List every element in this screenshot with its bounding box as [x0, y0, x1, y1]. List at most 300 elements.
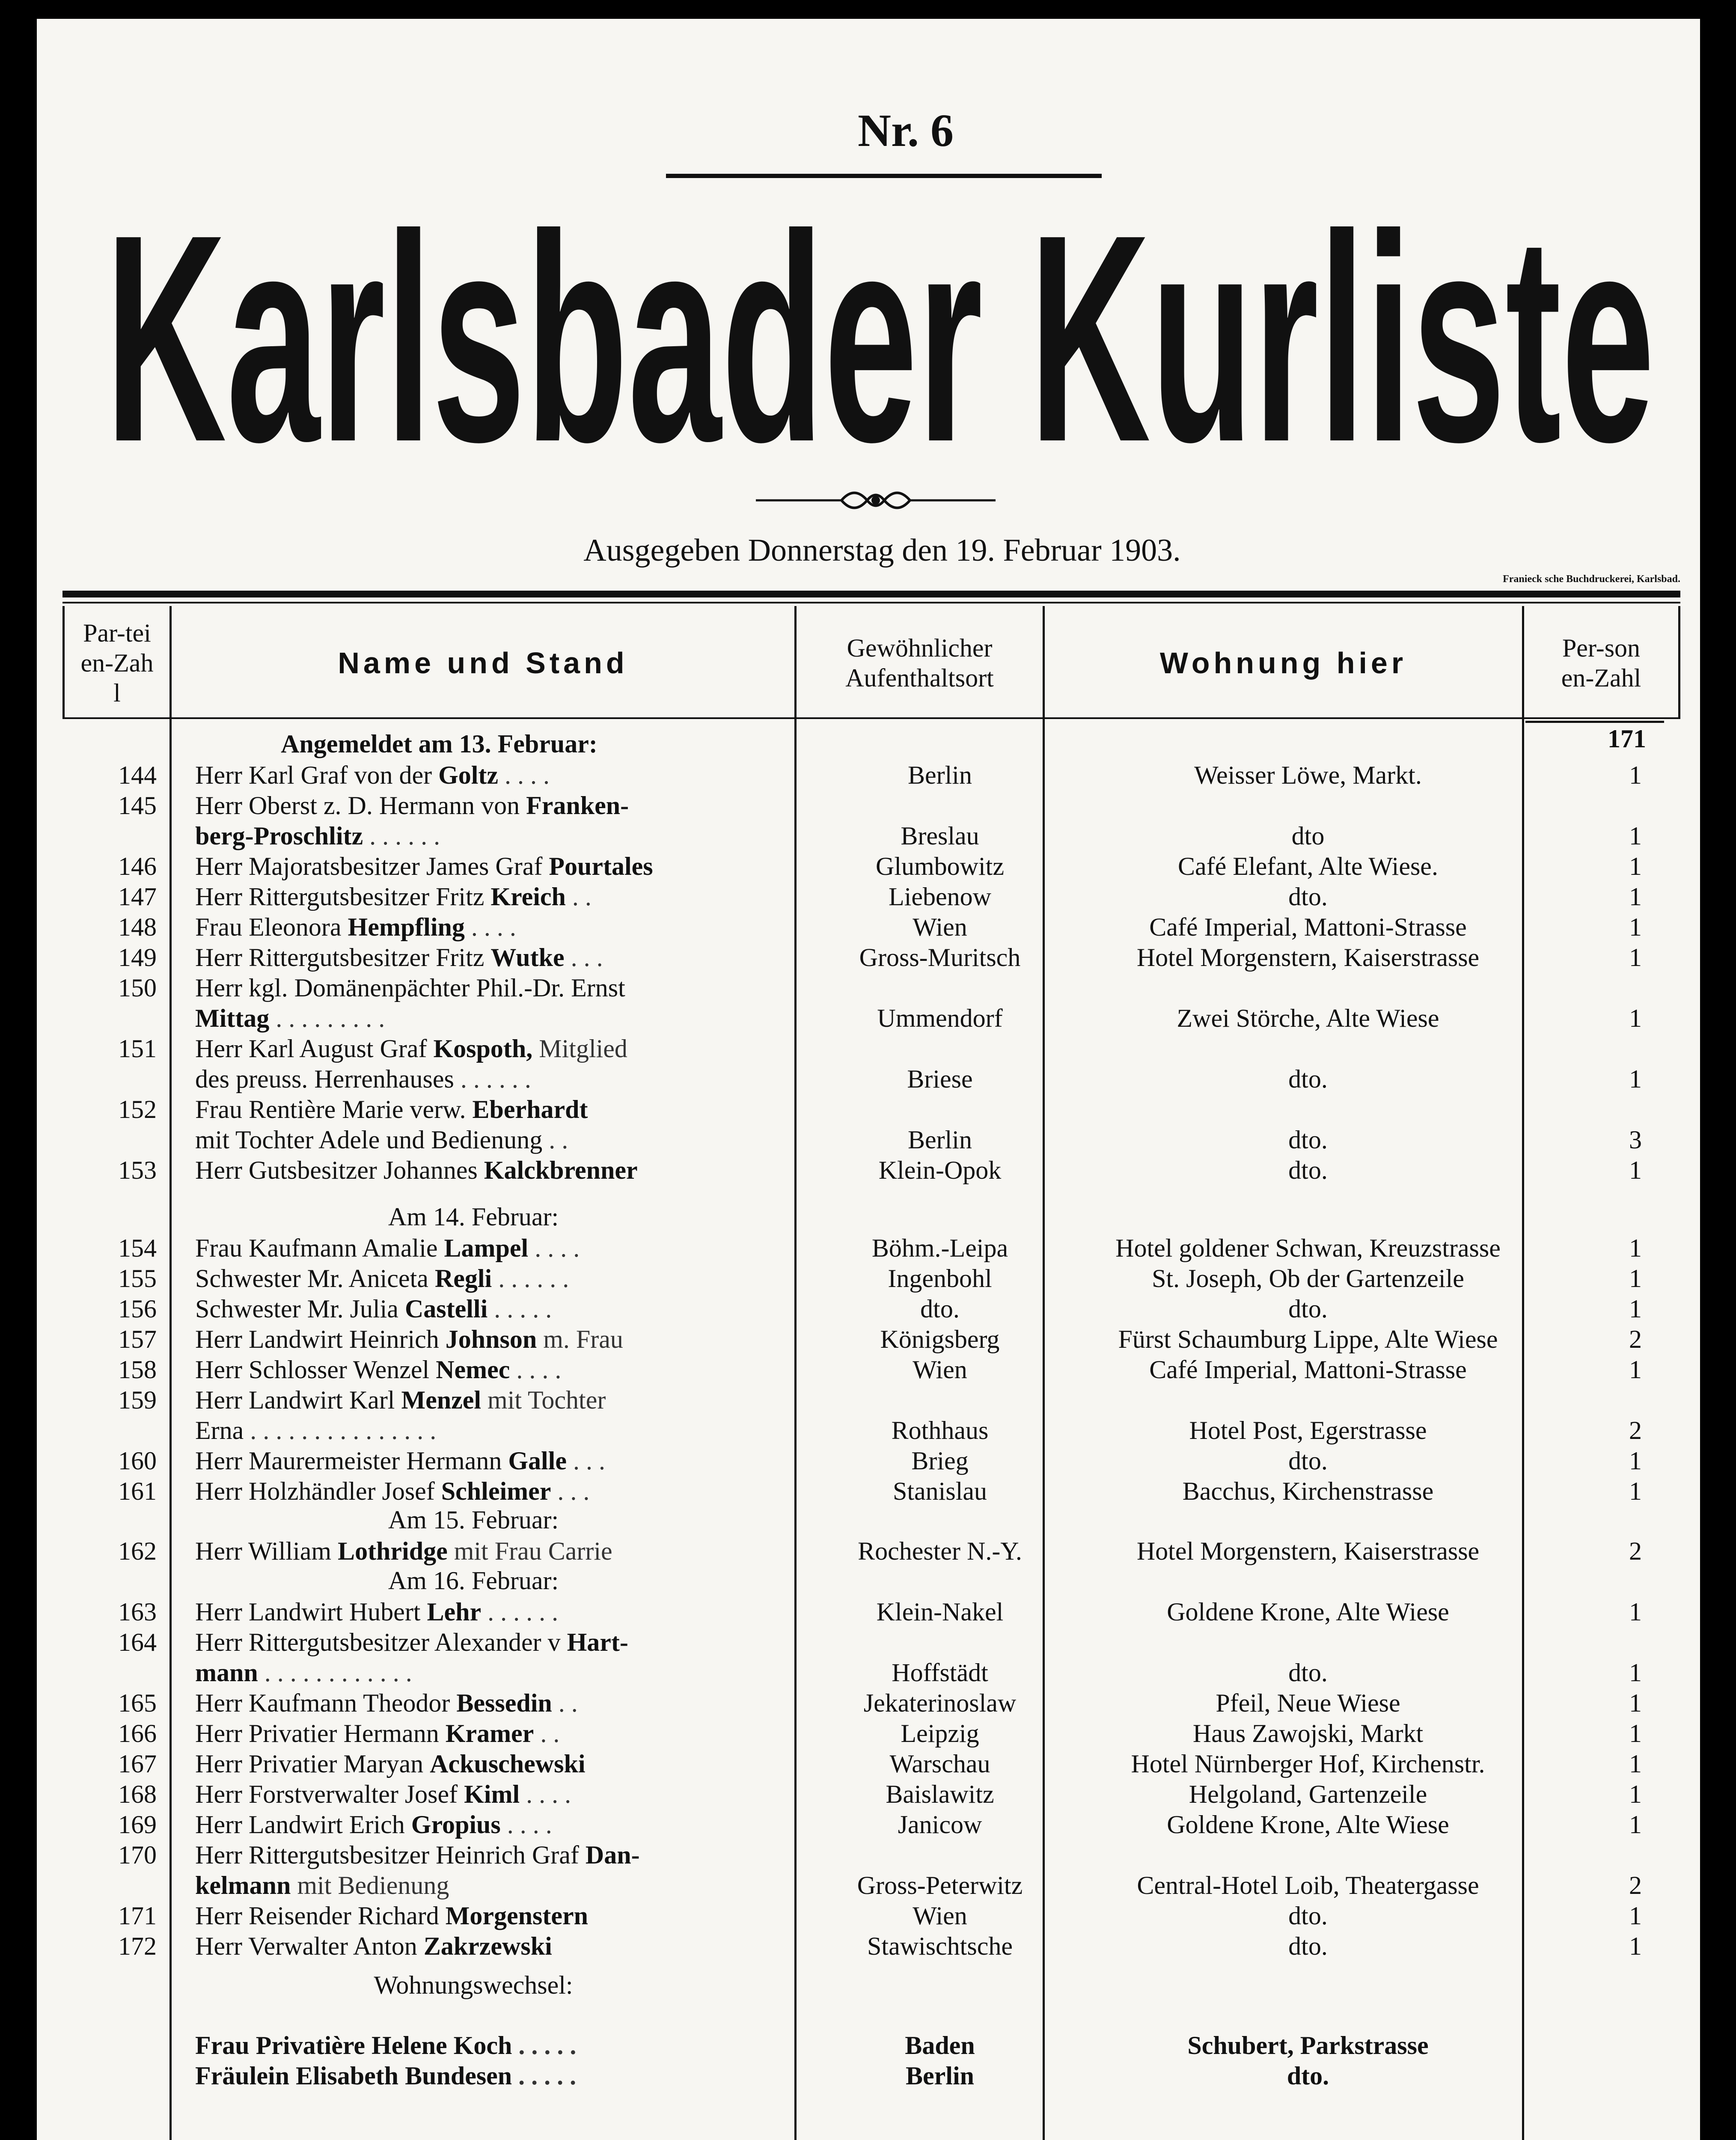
person-count: 1 [1629, 1750, 1642, 1778]
lodging-here: Hotel goldener Schwan, Kreuzstrasse [1115, 1234, 1501, 1262]
guest-name-and-status [195, 1476, 794, 1507]
person-count: 2 [1629, 1416, 1642, 1444]
guest-title: Herr Schlosser Wenzel [195, 1355, 436, 1384]
guest-title: Frau Privatière Helene [195, 2031, 454, 2060]
guest-suffix: . . . [551, 1477, 590, 1505]
usual-residence: dto. [920, 1295, 960, 1323]
guest-surname: Bessedin [456, 1689, 552, 1717]
guest-surname: Kreich [490, 883, 566, 911]
table-row [37, 1294, 1700, 1324]
guest-title: Herr Majoratsbesitzer James Graf [195, 852, 549, 880]
party-number: 144 [118, 761, 157, 789]
guest-surname: Lehr [427, 1598, 482, 1626]
guest-suffix: Mitglied [532, 1034, 627, 1063]
guest-suffix: . . . . [500, 1810, 552, 1839]
guest-name-and-status [195, 1233, 794, 1263]
guest-name-and-status [195, 1155, 794, 1186]
lodging-here: Fürst Schaumburg Lippe, Alte Wiese [1118, 1325, 1498, 1353]
guest-surname: Galle [508, 1447, 567, 1475]
header-persons-label: Per-sonen-Zahl [1561, 634, 1641, 692]
guest-title: Herr Forstverwalter Josef [195, 1780, 464, 1808]
table-row [37, 942, 1700, 973]
party-number: 172 [118, 1932, 157, 1960]
header-name: Name und Stand [338, 646, 628, 680]
party-number: 171 [118, 1902, 157, 1930]
guest-name-and-status [195, 1034, 794, 1064]
lodging-here: Hotel Post, Egerstrasse [1189, 1416, 1427, 1444]
table-row [37, 760, 1700, 791]
guest-suffix: . . . . . . . . . . . . . . . [244, 1416, 437, 1444]
guest-surname: kelmann [195, 1871, 291, 1899]
issue-number: Nr. 6 [857, 105, 954, 156]
usual-residence: Wien [913, 913, 967, 941]
guest-name-and-status [195, 1597, 794, 1627]
lodging-here: Goldene Krone, Alte Wiese [1167, 1598, 1449, 1626]
guest-title: Frau Kaufmann Amalie [195, 1234, 444, 1262]
header-residence [797, 609, 1043, 716]
usual-residence: Jekaterinoslaw [863, 1689, 1017, 1717]
table-row [37, 1536, 1700, 1566]
person-count: 1 [1629, 1477, 1642, 1505]
table-row [37, 1779, 1700, 1810]
guest-suffix: . . . . . . . . . . . . [258, 1658, 412, 1687]
person-count: 1 [1629, 1598, 1642, 1626]
person-count: 1 [1629, 943, 1642, 972]
guest-surname: Schleimer [441, 1477, 551, 1505]
guest-suffix: . . . . . . [454, 1065, 531, 1093]
usual-residence: Wien [913, 1902, 967, 1930]
guest-name-and-status [195, 1094, 794, 1125]
guest-surname: Kalckbrenner [484, 1156, 638, 1184]
usual-residence: Hoffstädt [892, 1658, 988, 1687]
party-number: 152 [118, 1095, 157, 1124]
lodging-here: dto. [1288, 1658, 1328, 1687]
lodging-here: Zwei Störche, Alte Wiese [1177, 1004, 1439, 1032]
guest-title: des preuss. Herrenhauses [195, 1065, 454, 1093]
lodging-here: dto. [1287, 2062, 1329, 2090]
table-row [37, 1155, 1700, 1186]
guest-title: Herr Maurermeister Hermann [195, 1447, 508, 1475]
guest-name-and-status [195, 1840, 794, 1870]
guest-surname: Lothridge [338, 1537, 448, 1565]
lodging-here: dto [1291, 822, 1325, 850]
guest-title: Herr Landwirt Erich [195, 1810, 411, 1839]
party-number: 160 [118, 1447, 157, 1475]
header-residence-label: Gewöhnlicher Aufenthaltsort [845, 634, 994, 692]
usual-residence: Baden [905, 2031, 975, 2060]
guest-surname: Koch [453, 2031, 512, 2060]
table-row [37, 973, 1700, 1003]
party-number: 156 [118, 1295, 157, 1323]
guest-surname: Kramer [445, 1719, 534, 1748]
party-number: 147 [118, 883, 157, 911]
person-count: 1 [1629, 913, 1642, 941]
usual-residence: Königsberg [880, 1325, 1000, 1353]
guest-title: Schwester Mr. Julia [195, 1295, 405, 1323]
usual-residence: Brieg [911, 1447, 969, 1475]
table-row [37, 1901, 1700, 1931]
section-14-februar: Am 14. Februar: [388, 1203, 559, 1231]
carryover-rule [1525, 721, 1664, 723]
guest-title: Herr kgl. Domänenpächter Phil.-Dr. Ernst [195, 974, 625, 1002]
guest-name-and-status [195, 912, 794, 942]
guest-name-and-status [195, 942, 794, 973]
section-13-februar: Angemeldet am 13. Februar: [281, 730, 597, 758]
guest-surname: Mittag [195, 1004, 270, 1032]
guest-suffix: . . . . . . . . . [269, 1004, 385, 1032]
guest-title: Herr Rittergutsbesitzer Fritz [195, 883, 491, 911]
party-number: 165 [118, 1689, 157, 1717]
table-row [37, 1125, 1700, 1155]
usual-residence: Rothhaus [891, 1416, 989, 1444]
guest-suffix: mit Bedienung [291, 1871, 449, 1899]
section-15-februar: Am 15. Februar: [388, 1506, 559, 1534]
person-count: 1 [1629, 1447, 1642, 1475]
guest-name-and-status [195, 1718, 794, 1749]
lodging-here: St. Joseph, Ob der Gartenzeile [1152, 1264, 1464, 1293]
guest-surname: Kospoth, [433, 1034, 533, 1063]
table-row [37, 1658, 1700, 1688]
person-count: 1 [1629, 1780, 1642, 1808]
guest-name-and-status [195, 1870, 794, 1901]
table-row [37, 1034, 1700, 1064]
usual-residence: Berlin [908, 1126, 972, 1154]
table-row [37, 1003, 1700, 1034]
table-row [37, 1415, 1700, 1446]
section-16-februar: Am 16. Februar: [388, 1566, 559, 1595]
person-count: 1 [1629, 1156, 1642, 1184]
party-number: 163 [118, 1598, 157, 1626]
lodging-here: Goldene Krone, Alte Wiese [1167, 1810, 1449, 1839]
party-number: 158 [118, 1355, 157, 1384]
table-row [37, 1810, 1700, 1840]
guest-name-and-status [195, 1064, 794, 1094]
table-row [37, 1749, 1700, 1779]
header-rule-thick [62, 591, 1680, 597]
wechsel-row [37, 2061, 1700, 2091]
usual-residence: Stawischtsche [867, 1932, 1013, 1960]
table-row [37, 1263, 1700, 1294]
party-number: 166 [118, 1719, 157, 1748]
usual-residence: Ingenbohl [888, 1264, 992, 1293]
usual-residence: Breslau [901, 822, 979, 850]
lodging-here: Café Imperial, Mattoni-Strasse [1149, 1355, 1467, 1384]
guest-suffix: . . [542, 1126, 568, 1154]
guest-surname: Bundesen [405, 2062, 512, 2090]
guest-suffix: . . . . . [488, 1295, 552, 1323]
table-row [37, 1476, 1700, 1507]
guest-surname: Hempfling [348, 913, 465, 941]
usual-residence: Klein-Opok [878, 1156, 1002, 1184]
usual-residence: Leipzig [901, 1719, 979, 1748]
table-row [37, 1355, 1700, 1385]
table-row [37, 882, 1700, 912]
carryover-count: 171 [1608, 725, 1646, 753]
guest-surname: Pourtales [549, 852, 653, 880]
person-count: 1 [1629, 1295, 1642, 1323]
kurliste-page [37, 19, 1700, 2140]
guest-name-and-status [195, 2061, 794, 2091]
guest-name-and-status [195, 1125, 794, 1155]
guest-title: Herr Verwalter Anton [195, 1932, 424, 1960]
usual-residence: Gross-Peterwitz [857, 1871, 1023, 1899]
guest-title: Herr Landwirt Hubert [195, 1598, 427, 1626]
usual-residence: Briese [907, 1065, 973, 1093]
guest-suffix: mit Tochter [481, 1386, 606, 1414]
guest-surname: Johnson [445, 1325, 537, 1353]
usual-residence: Janicow [898, 1810, 982, 1839]
party-number: 159 [118, 1386, 157, 1414]
guest-suffix: . . . . . . [492, 1264, 569, 1293]
person-count: 1 [1629, 1658, 1642, 1687]
guest-surname: Franken- [526, 791, 629, 820]
guest-name-and-status [195, 760, 794, 791]
guest-name-and-status [195, 1901, 794, 1931]
masthead-title-text: Karlsbader Kurliste [105, 214, 1655, 479]
table-row [37, 912, 1700, 942]
party-number: 151 [118, 1034, 157, 1063]
guest-name-and-status [195, 1931, 794, 1962]
usual-residence: Liebenow [889, 883, 991, 911]
party-number: 148 [118, 913, 157, 941]
person-count: 1 [1629, 1264, 1642, 1293]
guest-suffix: mit Frau Carrie [447, 1537, 612, 1565]
section-wohnungswechsel: Wohnungswechsel: [374, 1971, 573, 1999]
guest-name-and-status [195, 1263, 794, 1294]
guest-surname: Wutke [490, 943, 565, 972]
guest-surname: Kiml [464, 1780, 520, 1808]
guest-suffix: . . [552, 1689, 578, 1717]
header-persons [1524, 609, 1678, 716]
party-number: 170 [118, 1841, 157, 1869]
party-number: 169 [118, 1810, 157, 1839]
guest-name-and-status [195, 1446, 794, 1476]
lodging-here: dto. [1288, 883, 1328, 911]
guest-title: Fräulein Elisabeth [195, 2062, 405, 2090]
lodging-here: Haus Zawojski, Markt [1192, 1719, 1424, 1748]
table-row [37, 1233, 1700, 1263]
party-number: 145 [118, 791, 157, 820]
usual-residence: Berlin [906, 2062, 974, 2090]
table-row [37, 1870, 1700, 1901]
guest-name-and-status [195, 791, 794, 821]
guest-title: Herr Privatier Hermann [195, 1719, 446, 1748]
party-number: 154 [118, 1234, 157, 1262]
lodging-here: dto. [1288, 1295, 1328, 1323]
guest-name-and-status [195, 1749, 794, 1779]
guest-suffix: . . . . [464, 913, 516, 941]
lodging-here: dto. [1288, 1932, 1328, 1960]
guest-title: Herr Landwirt Heinrich [195, 1325, 446, 1353]
guest-name-and-status [195, 821, 794, 851]
lodging-here: Pfeil, Neue Wiese [1216, 1689, 1400, 1717]
lodging-here: dto. [1288, 1902, 1328, 1930]
header-lodging: Wohnung hier [1159, 646, 1407, 680]
guest-surname: Menzel [401, 1386, 482, 1414]
lodging-here: Schubert, Parkstrasse [1187, 2031, 1429, 2060]
table-row [37, 1931, 1700, 1962]
guest-name-and-status [195, 1779, 794, 1810]
person-count: 1 [1629, 1902, 1642, 1930]
guest-title: Herr Karl August Graf [195, 1034, 434, 1063]
party-number: 150 [118, 974, 157, 1002]
guest-surname: Lampel [444, 1234, 529, 1262]
party-number: 167 [118, 1750, 157, 1778]
header-bottom-rule [62, 717, 1680, 719]
guest-surname: mann [195, 1658, 258, 1687]
party-number: 153 [118, 1156, 157, 1184]
usual-residence: Böhm.-Leipa [871, 1234, 1008, 1262]
table-row [37, 1446, 1700, 1476]
masthead-title [101, 214, 1659, 479]
table-row [37, 821, 1700, 851]
party-number: 168 [118, 1780, 157, 1808]
guest-suffix: . . [534, 1719, 560, 1748]
guest-surname: Hart- [567, 1628, 628, 1656]
table-row [37, 851, 1700, 882]
guest-surname: Eberhardt [472, 1095, 588, 1124]
guest-surname: Zakrzewski [423, 1932, 552, 1960]
ornament-divider-icon [747, 481, 1004, 520]
guest-name-and-status [195, 1324, 794, 1355]
person-count: 1 [1629, 883, 1642, 911]
guest-title: Herr Landwirt Karl [195, 1386, 401, 1414]
lodging-here: Café Elefant, Alte Wiese. [1178, 852, 1438, 880]
person-count: 1 [1629, 761, 1642, 789]
party-number: 146 [118, 852, 157, 880]
guest-title: Frau Rentière Marie verw. [195, 1095, 473, 1124]
person-count: 1 [1629, 1065, 1642, 1093]
guest-title: Frau Eleonora [195, 913, 348, 941]
usual-residence: Ummendorf [877, 1004, 1003, 1032]
guest-name-and-status [195, 2030, 794, 2061]
person-count: 1 [1629, 1004, 1642, 1032]
person-count: 1 [1629, 822, 1642, 850]
lodging-here: Weisser Löwe, Markt. [1194, 761, 1422, 789]
table-row [37, 1597, 1700, 1627]
guest-name-and-status [195, 882, 794, 912]
guest-suffix: . . [565, 883, 592, 911]
person-count: 1 [1629, 1234, 1642, 1262]
table-row [37, 1688, 1700, 1718]
issue-date: Ausgegeben Donnerstag den 19. Februar 1903. [583, 533, 1181, 568]
lodging-here: Helgoland, Gartenzeile [1189, 1780, 1427, 1808]
person-count: 1 [1629, 1355, 1642, 1384]
table-row [37, 791, 1700, 821]
table-row [37, 1094, 1700, 1125]
person-count: 1 [1629, 1719, 1642, 1748]
guest-name-and-status [195, 1003, 794, 1034]
lodging-here: dto. [1288, 1126, 1328, 1154]
guest-surname: Ackuschewski [430, 1750, 586, 1778]
guest-title: Herr Rittergutsbesitzer Alexander v [195, 1628, 567, 1656]
person-count: 2 [1629, 1537, 1642, 1565]
table-row [37, 1324, 1700, 1355]
guest-title: Herr William [195, 1537, 338, 1565]
guest-suffix: . . . . . . [481, 1598, 559, 1626]
usual-residence: Rochester N.-Y. [858, 1537, 1022, 1565]
header-parties [65, 609, 169, 716]
guest-title: Erna [195, 1416, 244, 1444]
usual-residence: Klein-Nakel [876, 1598, 1004, 1626]
usual-residence: Baislawitz [886, 1780, 994, 1808]
guest-surname: berg-Proschlitz [195, 822, 363, 850]
guest-suffix: . . . . [520, 1780, 571, 1808]
wechsel-row [37, 2030, 1700, 2061]
person-count: 3 [1629, 1126, 1642, 1154]
usual-residence: Warschau [889, 1750, 990, 1778]
table-row [37, 1627, 1700, 1658]
guest-title: Herr Oberst z. D. Hermann von [195, 791, 526, 820]
guest-suffix: . . . . [498, 761, 550, 789]
guest-title: Herr Kaufmann Theodor [195, 1689, 457, 1717]
guest-title: Herr Privatier Maryan [195, 1750, 430, 1778]
guest-suffix: . . . . [528, 1234, 580, 1262]
table-row [37, 1385, 1700, 1415]
lodging-here: dto. [1288, 1065, 1328, 1093]
lodging-here: Hotel Morgenstern, Kaiserstrasse [1136, 943, 1480, 972]
person-count: 1 [1629, 1932, 1642, 1960]
usual-residence: Glumbowitz [876, 852, 1004, 880]
printer-credit: Franieck sche Buchdruckerei, Karlsbad. [1503, 574, 1680, 585]
lodging-here: dto. [1288, 1156, 1328, 1184]
guest-suffix: . . . . . [512, 2031, 577, 2060]
guest-title: Herr Gutsbesitzer Johannes [195, 1156, 484, 1184]
guest-surname: Goltz [438, 761, 499, 789]
person-count: 2 [1629, 1871, 1642, 1899]
guest-name-and-status [195, 1536, 794, 1566]
guest-title: Herr Rittergutsbesitzer Heinrich Graf [195, 1841, 586, 1869]
issue-number-rule [666, 174, 1102, 178]
guest-title: Herr Reisender Richard [195, 1902, 446, 1930]
guest-suffix: m. Frau [537, 1325, 623, 1353]
lodging-here: Hotel Morgenstern, Kaiserstrasse [1136, 1537, 1480, 1565]
guest-suffix: . . . . . [512, 2062, 577, 2090]
lodging-here: dto. [1288, 1447, 1328, 1475]
guest-name-and-status [195, 1688, 794, 1718]
person-count: 1 [1629, 1810, 1642, 1839]
lodging-here: Central-Hotel Loib, Theatergasse [1137, 1871, 1479, 1899]
party-number: 161 [118, 1477, 157, 1505]
guest-name-and-status [195, 1415, 794, 1446]
guest-title: Schwester Mr. Aniceta [195, 1264, 435, 1293]
guest-surname: Castelli [404, 1295, 488, 1323]
guest-suffix: . . . [564, 943, 603, 972]
guest-name-and-status [195, 1658, 794, 1688]
guest-suffix: . . . . . . [363, 822, 440, 850]
guest-suffix: . . . . [510, 1355, 562, 1384]
guest-name-and-status [195, 973, 794, 1003]
party-number: 164 [118, 1628, 157, 1656]
guest-title: Herr Holzhändler Josef [195, 1477, 441, 1505]
party-number: 157 [118, 1325, 157, 1353]
table-row [37, 1064, 1700, 1094]
guest-surname: Nemec [436, 1355, 510, 1384]
guest-surname: Gropius [411, 1810, 501, 1839]
table-border-right [1678, 606, 1680, 717]
guest-title: Herr Rittergutsbesitzer Fritz [195, 943, 491, 972]
guest-name-and-status [195, 1627, 794, 1658]
guest-surname: Regli [434, 1264, 492, 1293]
guest-title: mit Tochter Adele und Bedienung [195, 1126, 543, 1154]
usual-residence: Gross-Muritsch [859, 943, 1021, 972]
lodging-here: Bacchus, Kirchenstrasse [1182, 1477, 1434, 1505]
usual-residence: Wien [913, 1355, 967, 1384]
party-number: 149 [118, 943, 157, 972]
guest-name-and-status [195, 1385, 794, 1415]
guest-suffix: . . . [566, 1447, 605, 1475]
guest-name-and-status [195, 1294, 794, 1324]
